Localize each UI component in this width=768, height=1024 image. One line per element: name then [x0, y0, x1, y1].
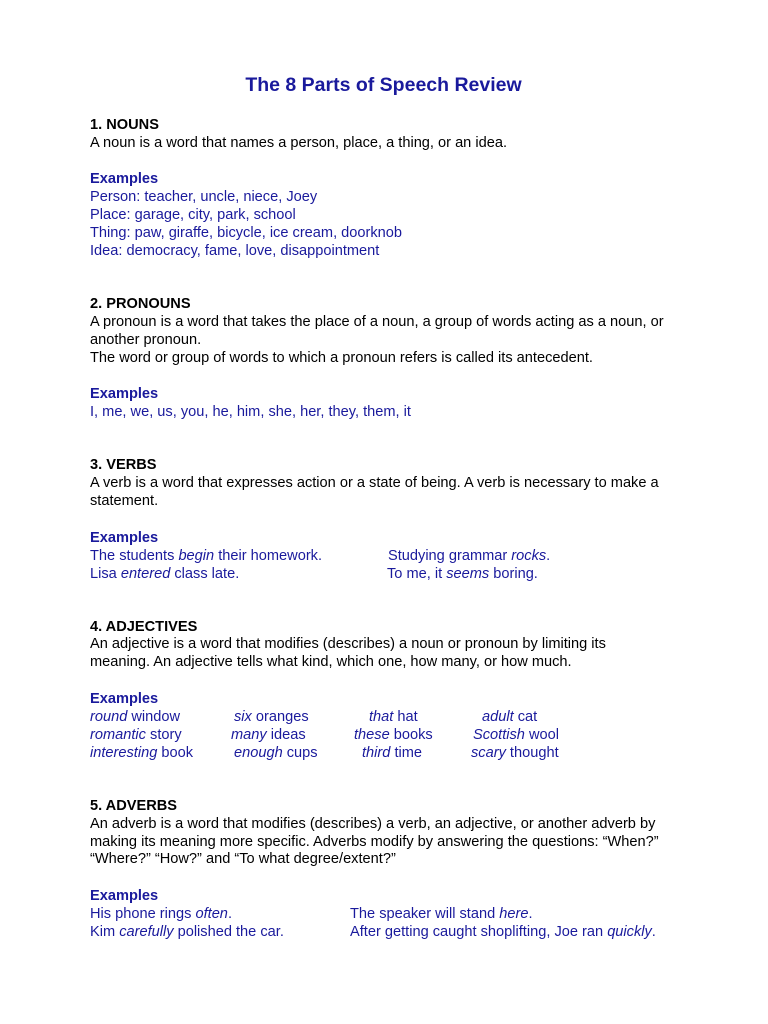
adjective-example: Scottish wool — [473, 727, 559, 743]
adjective-example: many ideas — [231, 727, 306, 743]
pronouns-examples-label: Examples — [90, 386, 159, 402]
verbs-examples-label: Examples — [90, 530, 159, 546]
nouns-example-thing: Thing: paw, giraffe, bicycle, ice cream, doorknob — [90, 225, 403, 241]
adjective-example: third time — [362, 745, 423, 761]
adverb-example: His phone rings often. — [90, 906, 232, 922]
nouns-definition: A noun is a word that names a person, place, a thing, or an idea. — [90, 135, 507, 151]
nouns-example-idea: Idea: democracy, fame, love, disappointment — [90, 243, 380, 259]
adjective-example: these books — [354, 727, 433, 743]
adverbs-definition: An adverb is a word that modifies (describes) a verb, an adjective, or another adverb by making its meaning more specific. Adverbs modify by answering the questions: “When?” “Where?” “How?” and “To what degree/extent?” — [90, 816, 659, 868]
adjectives-examples-label: Examples — [90, 691, 159, 707]
verbs-definition: A verb is a word that expresses action or a state of being. A verb is necessary to make a statement. — [90, 475, 659, 509]
adjective-example: round window — [90, 709, 181, 725]
nouns-example-place: Place: garage, city, park, school — [90, 207, 296, 223]
adverbs-example-row — [90, 923, 690, 941]
adverb-example: After getting caught shoplifting, Joe ran quickly. — [350, 924, 656, 940]
adjective-example: interesting book — [90, 745, 194, 761]
adverb-example: Kim carefully polished the car. — [90, 924, 284, 940]
adverb-example: The speaker will stand here. — [350, 906, 533, 922]
adjectives-example-row — [90, 708, 690, 726]
pronouns-antecedent-note: The word or group of words to which a pronoun refers is called its antecedent. — [90, 350, 593, 366]
adjective-example: six oranges — [234, 709, 309, 725]
adjective-example: romantic story — [90, 727, 182, 743]
pronouns-heading: 2. PRONOUNS — [90, 296, 191, 312]
adjective-example: adult cat — [482, 709, 538, 725]
verbs-example: To me, it seems boring. — [387, 566, 538, 582]
nouns-example-person: Person: teacher, uncle, niece, Joey — [90, 189, 318, 205]
adverbs-examples-label: Examples — [90, 888, 159, 904]
verbs-example-row — [90, 565, 690, 583]
verbs-example: The students begin their homework. — [90, 548, 323, 564]
page-title: The 8 Parts of Speech Review — [245, 74, 522, 96]
adverbs-heading: 5. ADVERBS — [90, 798, 178, 814]
pronouns-definition: A pronoun is a word that takes the place of a noun, a group of words acting as a noun, or another pronoun. — [90, 314, 664, 348]
nouns-heading: 1. NOUNS — [90, 117, 159, 133]
adjectives-example-row — [90, 726, 690, 744]
adjective-example: that hat — [369, 709, 418, 725]
adjective-example: scary thought — [471, 745, 559, 761]
verbs-example: Lisa entered class late. — [90, 566, 240, 582]
adjectives-definition: An adjective is a word that modifies (describes) a noun or pronoun by limiting its meaning. An adjective tells what kind, which one, how many, or how much. — [90, 636, 606, 670]
verbs-example: Studying grammar rocks. — [388, 548, 551, 564]
pronouns-examples-list: I, me, we, us, you, he, him, she, her, they, them, it — [90, 404, 411, 420]
nouns-examples-label: Examples — [90, 171, 159, 187]
adjectives-example-row — [90, 744, 690, 762]
adverbs-example-row — [90, 905, 690, 923]
adjectives-heading: 4. ADJECTIVES — [90, 619, 198, 635]
verbs-example-row — [90, 547, 690, 565]
verbs-heading: 3. VERBS — [90, 457, 157, 473]
adjective-example: enough cups — [234, 745, 318, 761]
